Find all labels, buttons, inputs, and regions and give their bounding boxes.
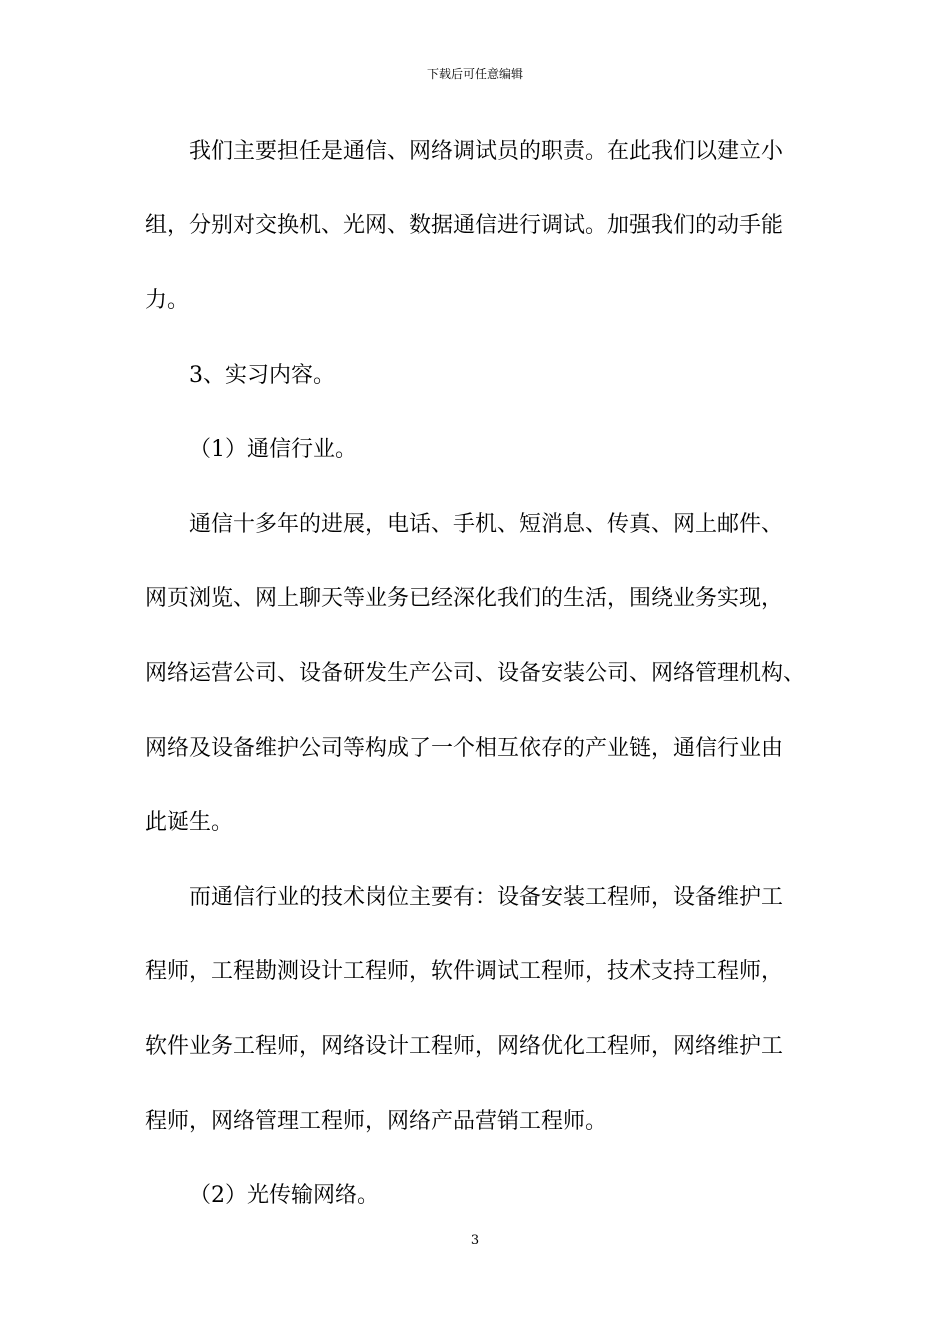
- paragraph-3-line-2: 程师，工程勘测设计工程师，软件调试工程师，技术支持工程师，: [145, 959, 784, 984]
- paragraph-3-line-1: 而通信行业的技术岗位主要有：设备安装工程师，设备维护工: [189, 885, 784, 910]
- paragraph-1-line-2: 组，分别对交换机、光网、数据通信进行调试。加强我们的动手能: [145, 213, 784, 238]
- subheading-2: （2）光传输网络。: [189, 1183, 379, 1208]
- section-heading: 3、实习内容。: [189, 363, 335, 388]
- subheading-1: （1）通信行业。: [189, 437, 357, 462]
- paragraph-1-line-1: 我们主要担任是通信、网络调试员的职责。在此我们以建立小: [189, 139, 784, 164]
- paragraph-3-line-3: 软件业务工程师，网络设计工程师，网络优化工程师，网络维护工: [145, 1034, 784, 1059]
- paragraph-2-line-3: 网络运营公司、设备研发生产公司、设备安装公司、网络管理机构、: [145, 661, 806, 686]
- paragraph-1-line-3: 力。: [145, 288, 190, 313]
- paragraph-2-line-2: 网页浏览、网上聊天等业务已经深化我们的生活，围绕业务实现，: [145, 586, 784, 611]
- paragraph-2-line-5: 此诞生。: [145, 810, 234, 835]
- paragraph-2-line-1: 通信十多年的进展，电话、手机、短消息、传真、网上邮件、: [189, 512, 784, 537]
- page-number: 3: [470, 1233, 480, 1248]
- page-header: 下载后可任意编辑: [426, 67, 523, 81]
- paragraph-2-line-4: 网络及设备维护公司等构成了一个相互依存的产业链，通信行业由: [145, 736, 784, 761]
- paragraph-3-line-4: 程师，网络管理工程师，网络产品营销工程师。: [145, 1109, 608, 1134]
